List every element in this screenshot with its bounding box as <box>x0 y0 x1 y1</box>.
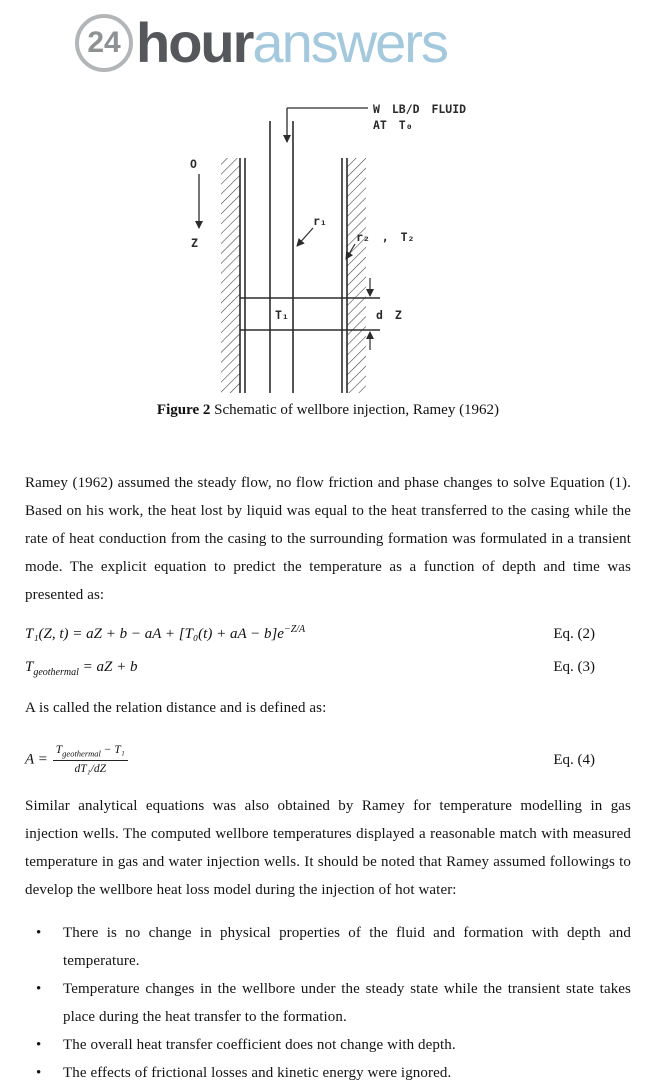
list-item <box>36 919 631 975</box>
assumptions-list <box>0 919 656 1087</box>
equation-4-num-subscript: geothermal <box>62 748 101 759</box>
list-item <box>36 1059 631 1087</box>
r2-t2-label: r₂ , T₂ <box>356 230 415 244</box>
list-item-text: Temperature changes in the wellbore under the steady state while the transient state takes place during the heat transfer to the formation. <box>63 981 631 1025</box>
list-item-text: There is no change in physical properties of the fluid and formation with depth and temperature. <box>63 925 631 969</box>
origin-label: O <box>190 157 197 171</box>
paragraph-gas-injection: Similar analytical equations was also obtained by Ramey for temperature modelling in gas injection wells. The computed wellbore temperatures displayed a reasonable match with measured temperature in gas and water injection wells. It should be noted that Ramey assumed followings to develop the wellbore heat loss model during the injection of hot water: <box>25 798 631 898</box>
fluid-temp-label: AT T₀ <box>373 118 413 132</box>
logo-hour-text: hour <box>136 11 253 74</box>
equation-3-body <box>25 659 137 678</box>
bullet-icon: • <box>36 1037 42 1053</box>
equation-4-body <box>25 743 128 777</box>
equation-2-main: T₁(Z, t) = aZ + b − aA + [T₀(t) + aA − b]e <box>25 626 284 642</box>
depth-label: Z <box>191 236 198 250</box>
equation-4-num-base: T <box>55 743 63 756</box>
equation-3-subscript: geothermal <box>33 667 79 678</box>
r1-leader-arrow <box>297 228 313 246</box>
document-page <box>0 8 656 1087</box>
figure-caption-text: Schematic of wellbore injection, Ramey (1962) <box>210 402 500 418</box>
equation-4-tag: Eq. (4) <box>553 751 595 768</box>
list-item-text: The overall heat transfer coefficient does not change with depth. <box>63 1037 456 1053</box>
r1-label: r₁ <box>313 214 327 228</box>
equation-2-body <box>25 624 305 643</box>
equation-4-num-rest: − T₁ <box>100 743 125 756</box>
list-item-text: The effects of frictional losses and kinetic energy were ignored. <box>63 1065 452 1081</box>
paragraph-relation-distance: A is called the relation distance and is defined as: <box>25 700 327 716</box>
figure-caption <box>0 400 656 421</box>
figure-caption-label: Figure 2 <box>156 402 211 418</box>
wellbore-schematic-figure <box>0 98 656 398</box>
bullet-icon: • <box>36 1065 42 1081</box>
dz-label: d Z <box>376 308 402 322</box>
paragraph-ramey-assumptions: Ramey (1962) assumed the steady flow, no flow friction and phase changes to solve Equation (1). Based on his work, the heat lost by liquid was equal to the heat transferred to the casing while the rate of heat conduction from the casing to the surrounding formation was formulated in a transient mode. The explicit equation to predict the temperature as a function of depth and time was presented as: <box>25 475 631 603</box>
list-item <box>36 975 631 1031</box>
formation-hatch-right <box>347 158 366 393</box>
equation-2 <box>25 624 631 648</box>
logo-answers-text: answers <box>252 11 447 74</box>
fluid-rate-label: W LB/D FLUID <box>373 102 467 116</box>
logo <box>75 8 656 78</box>
equation-3 <box>25 659 631 683</box>
equation-4 <box>25 737 631 783</box>
formation-hatch-left <box>221 158 240 393</box>
t1-label: T₁ <box>275 308 289 322</box>
equation-3-tag: Eq. (3) <box>553 659 595 675</box>
equation-4-lhs: A = <box>25 751 48 768</box>
logo-24-circle-icon <box>75 14 133 72</box>
bullet-icon: • <box>36 981 42 997</box>
logo-24-text: 24 <box>87 26 121 59</box>
tubing-lines <box>270 121 293 393</box>
equation-2-exponent: −Z/A <box>283 624 306 635</box>
bullet-icon: • <box>36 925 42 941</box>
equation-4-denominator: dT₁/dZ <box>74 763 107 776</box>
equation-4-numerator <box>53 743 128 761</box>
equation-3-base: T <box>25 659 34 675</box>
equation-4-fraction <box>53 743 128 777</box>
list-item <box>36 1031 631 1059</box>
equation-2-tag: Eq. (2) <box>553 626 595 642</box>
equation-3-rest: = aZ + b <box>78 659 138 675</box>
